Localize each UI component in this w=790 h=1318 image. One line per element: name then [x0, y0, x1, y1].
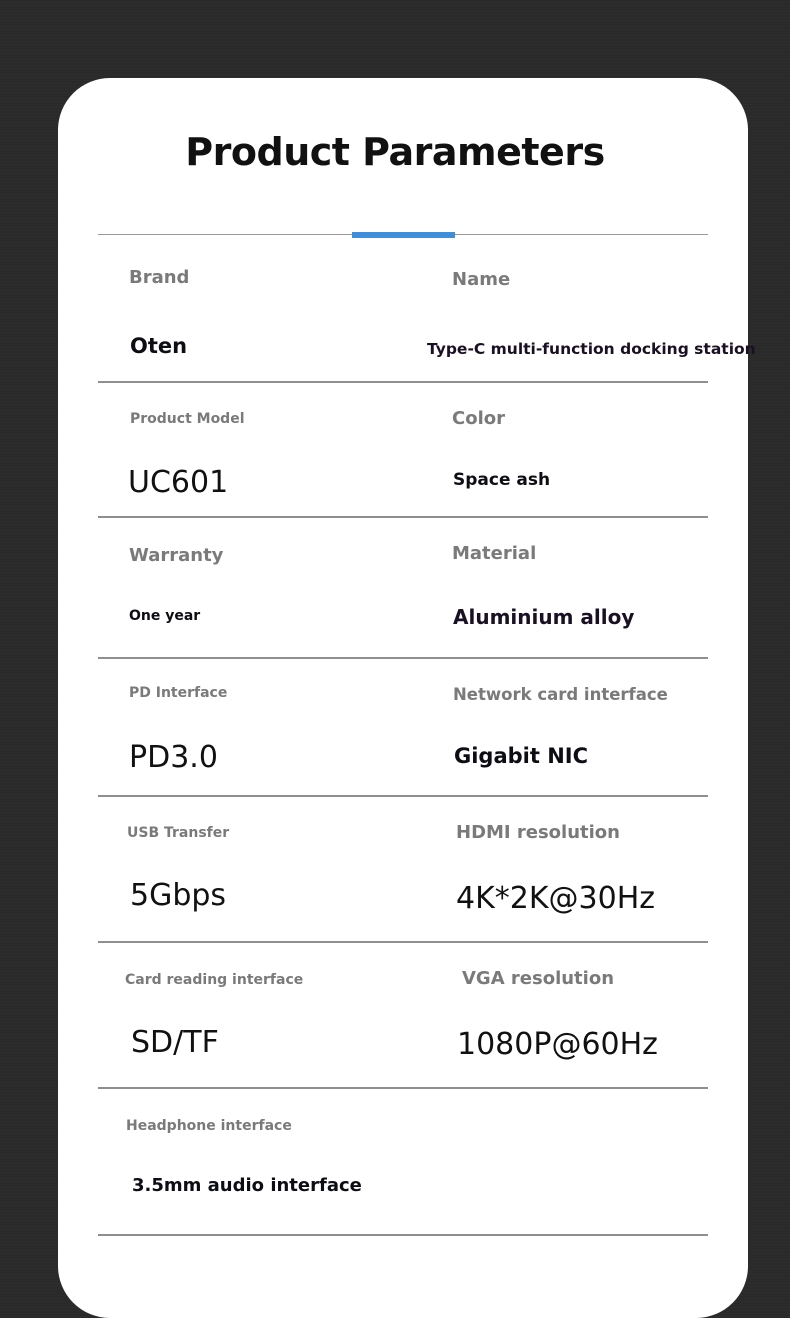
row-divider — [98, 795, 708, 797]
param-value-name: Type-C multi-function docking station — [427, 340, 756, 358]
row-divider — [98, 1234, 708, 1236]
param-label-material: Material — [452, 543, 537, 564]
param-value-color: Space ash — [453, 470, 551, 490]
param-label-vga-resolution: VGA resolution — [462, 968, 615, 989]
row-divider — [98, 381, 708, 383]
param-label-headphone-interface: Headphone interface — [126, 1118, 292, 1134]
param-value-vga-resolution: 1080P@60Hz — [457, 1027, 658, 1062]
param-value-product-model: UC601 — [128, 465, 229, 500]
param-value-warranty: One year — [129, 608, 201, 624]
param-value-material: Aluminium alloy — [453, 605, 635, 629]
param-label-warranty: Warranty — [129, 545, 224, 566]
param-value-headphone-interface: 3.5mm audio interface — [132, 1175, 362, 1196]
param-label-brand: Brand — [129, 267, 190, 288]
param-value-hdmi-resolution: 4K*2K@30Hz — [456, 881, 655, 916]
param-label-network-card-interface: Network card interface — [453, 685, 668, 704]
param-label-usb-transfer: USB Transfer — [127, 825, 230, 841]
param-label-product-model: Product Model — [130, 411, 245, 427]
row-divider — [98, 941, 708, 943]
param-value-card-reading-interface: SD/TF — [131, 1025, 219, 1060]
param-value-usb-transfer: 5Gbps — [130, 878, 227, 913]
param-value-network-card-interface: Gigabit NIC — [454, 744, 589, 768]
param-value-pd-interface: PD3.0 — [129, 740, 218, 775]
param-label-name: Name — [452, 269, 511, 290]
page-title: Product Parameters — [185, 130, 605, 174]
title-accent-bar — [352, 232, 455, 238]
param-label-hdmi-resolution: HDMI resolution — [456, 822, 620, 843]
param-label-card-reading-interface: Card reading interface — [125, 972, 304, 988]
param-value-brand: Oten — [130, 334, 188, 358]
row-divider — [98, 516, 708, 518]
row-divider — [98, 1087, 708, 1089]
param-label-color: Color — [452, 408, 505, 429]
row-divider — [98, 657, 708, 659]
param-label-pd-interface: PD Interface — [129, 685, 228, 701]
